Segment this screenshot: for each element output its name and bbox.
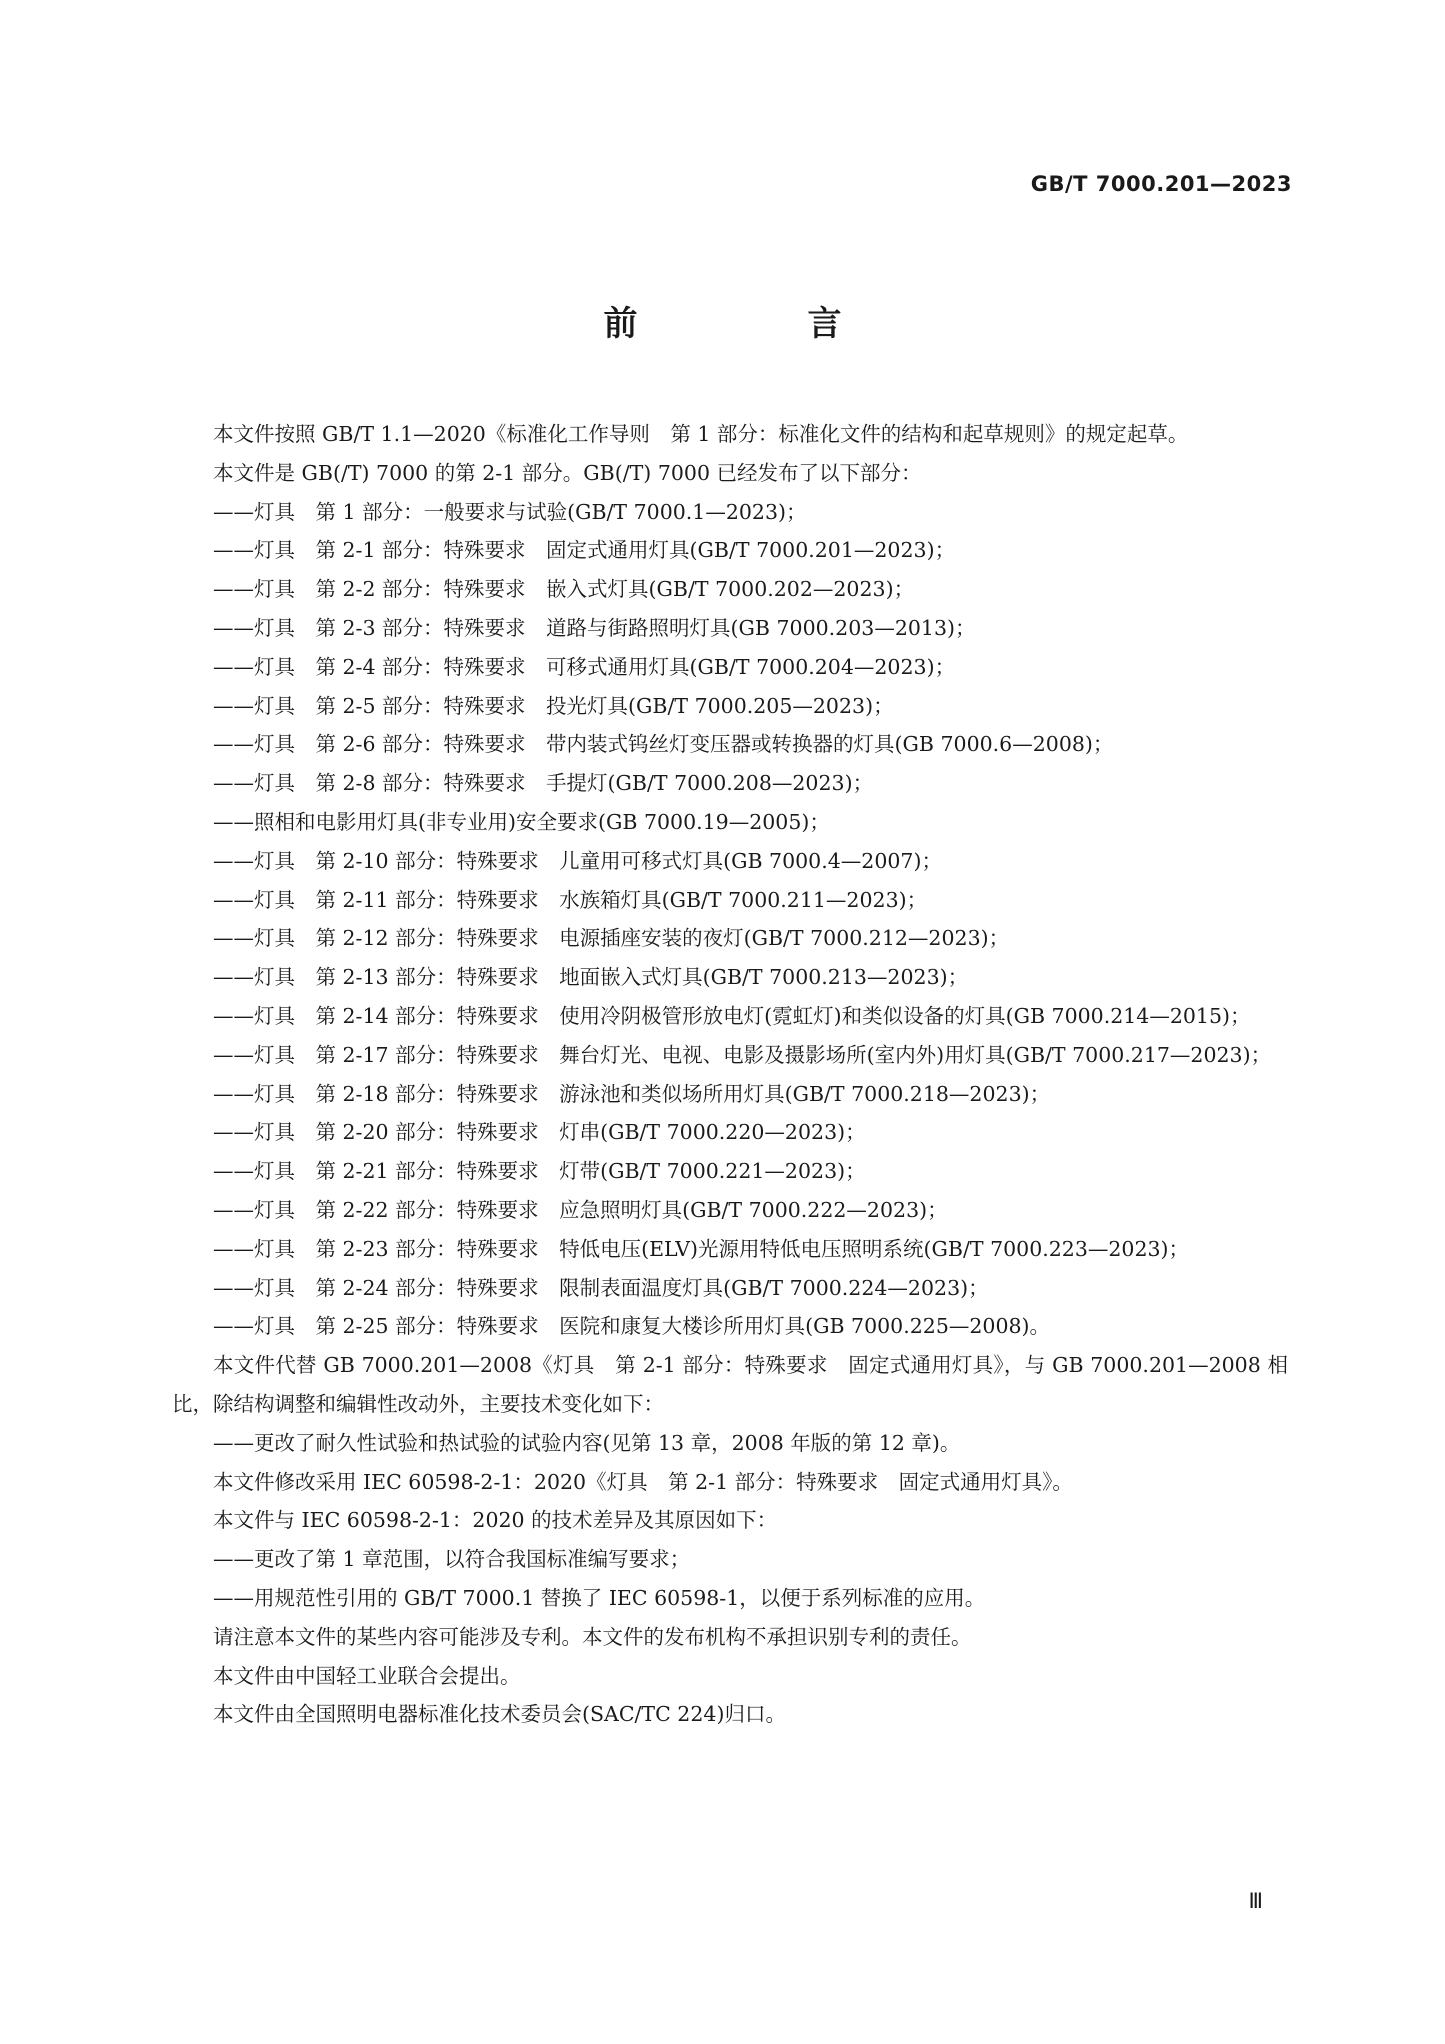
list-item: ——灯具 第 2-4 部分：特殊要求 可移式通用灯具(GB/T 7000.204—2023)； [213,654,956,679]
paragraph: 本文件代替 GB 7000.201—2008《灯具 第 2-1 部分：特殊要求 固定式通用灯具》，与 GB 7000.201—2008 相比，除结构调整和编辑性改动外，主要技术变化如下： [172,1353,1288,1416]
list-item: ——灯具 第 2-17 部分：特殊要求 舞台灯光、电视、电影及摄影场所(室内外)用灯具(GB/T 7000.217—2023)； [213,1042,1272,1067]
list-item: ——灯具 第 2-10 部分：特殊要求 儿童用可移式灯具(GB 7000.4—2007)； [213,848,942,873]
paragraph: 请注意本文件的某些内容可能涉及专利。本文件的发布机构不承担识别专利的责任。 [213,1624,972,1649]
list-item: ——灯具 第 2-11 部分：特殊要求 水族箱灯具(GB/T 7000.211—2023)； [213,887,928,912]
list-item: ——照相和电影用灯具(非专业用)安全要求(GB 7000.19—2005)； [213,809,830,834]
list-item: ——灯具 第 2-24 部分：特殊要求 限制表面温度灯具(GB/T 7000.224—2023)； [213,1275,989,1300]
list-item: ——更改了耐久性试验和热试验的试验内容(见第 13 章，2008 年版的第 12 章)。 [213,1430,961,1455]
list-item: ——灯具 第 2-21 部分：特殊要求 灯带(GB/T 7000.221—2023)； [213,1159,866,1184]
list-item: ——灯具 第 2-23 部分：特殊要求 特低电压(ELV)光源用特低电压照明系统(GB/T 7000.223—2023)； [213,1236,1190,1261]
list-item: ——灯具 第 2-20 部分：特殊要求 灯串(GB/T 7000.220—2023)； [213,1120,866,1145]
list-item: ——灯具 第 2-2 部分：特殊要求 嵌入式灯具(GB/T 7000.202—2023)； [213,577,915,602]
page-number: Ⅲ [1248,1889,1263,1913]
paragraph: 本文件由全国照明电器标准化技术委员会(SAC/TC 224)归口。 [213,1702,786,1727]
list-item: ——灯具 第 2-13 部分：特殊要求 地面嵌入式灯具(GB/T 7000.213—2023)； [213,965,969,990]
paragraph: 本文件修改采用 IEC 60598-2-1：2020《灯具 第 2-1 部分：特殊要求 固定式通用灯具》。 [213,1469,1073,1494]
paragraph: 本文件与 IEC 60598-2-1：2020 的技术差异及其原因如下： [213,1508,778,1533]
paragraph: 本文件是 GB(/T) 7000 的第 2-1 部分。GB(/T) 7000 已经发布了以下部分： [213,460,922,485]
list-item: ——灯具 第 2-25 部分：特殊要求 医院和康复大楼诊所用灯具(GB 7000.225—2008)。 [213,1314,1051,1339]
list-item: ——灯具 第 2-6 部分：特殊要求 带内装式钨丝灯变压器或转换器的灯具(GB 7000.6—2008)； [213,732,1114,757]
list-item: ——用规范性引用的 GB/T 7000.1 替换了 IEC 60598-1，以便于系列标准的应用。 [213,1585,986,1610]
list-item: ——灯具 第 2-3 部分：特殊要求 道路与街路照明灯具(GB 7000.203—2013)； [213,615,976,640]
list-item: ——灯具 第 2-1 部分：特殊要求 固定式通用灯具(GB/T 7000.201—2023)； [213,538,956,563]
list-item: ——灯具 第 2-12 部分：特殊要求 电源插座安装的夜灯(GB/T 7000.212—2023)； [213,926,1010,951]
paragraph: 本文件按照 GB/T 1.1—2020《标准化工作导则 第 1 部分：标准化文件的结构和起草规则》的规定起草。 [213,422,1189,446]
paragraph: 本文件由中国轻工业联合会提出。 [213,1663,521,1688]
list-item: ——灯具 第 1 部分：一般要求与试验(GB/T 7000.1—2023)； [213,499,807,524]
list-item: ——灯具 第 2-18 部分：特殊要求 游泳池和类似场所用灯具(GB/T 7000.218—2023)； [213,1081,1051,1106]
list-item: ——灯具 第 2-5 部分：特殊要求 投光灯具(GB/T 7000.205—2023)； [213,693,894,718]
foreword-body [172,415,1288,1734]
page-title: 前 言 [603,304,910,344]
list-item: ——更改了第 1 章范围，以符合我国标准编写要求； [213,1547,691,1572]
list-item: ——灯具 第 2-22 部分：特殊要求 应急照明灯具(GB/T 7000.222—2023)； [213,1197,948,1222]
document-code: GB/T 7000.201—2023 [1030,172,1292,196]
list-item: ——灯具 第 2-8 部分：特殊要求 手提灯(GB/T 7000.208—2023)； [213,771,874,796]
list-item: ——灯具 第 2-14 部分：特殊要求 使用冷阴极管形放电灯(霓虹灯)和类似设备的灯具(GB 7000.214—2015)； [213,1003,1251,1028]
